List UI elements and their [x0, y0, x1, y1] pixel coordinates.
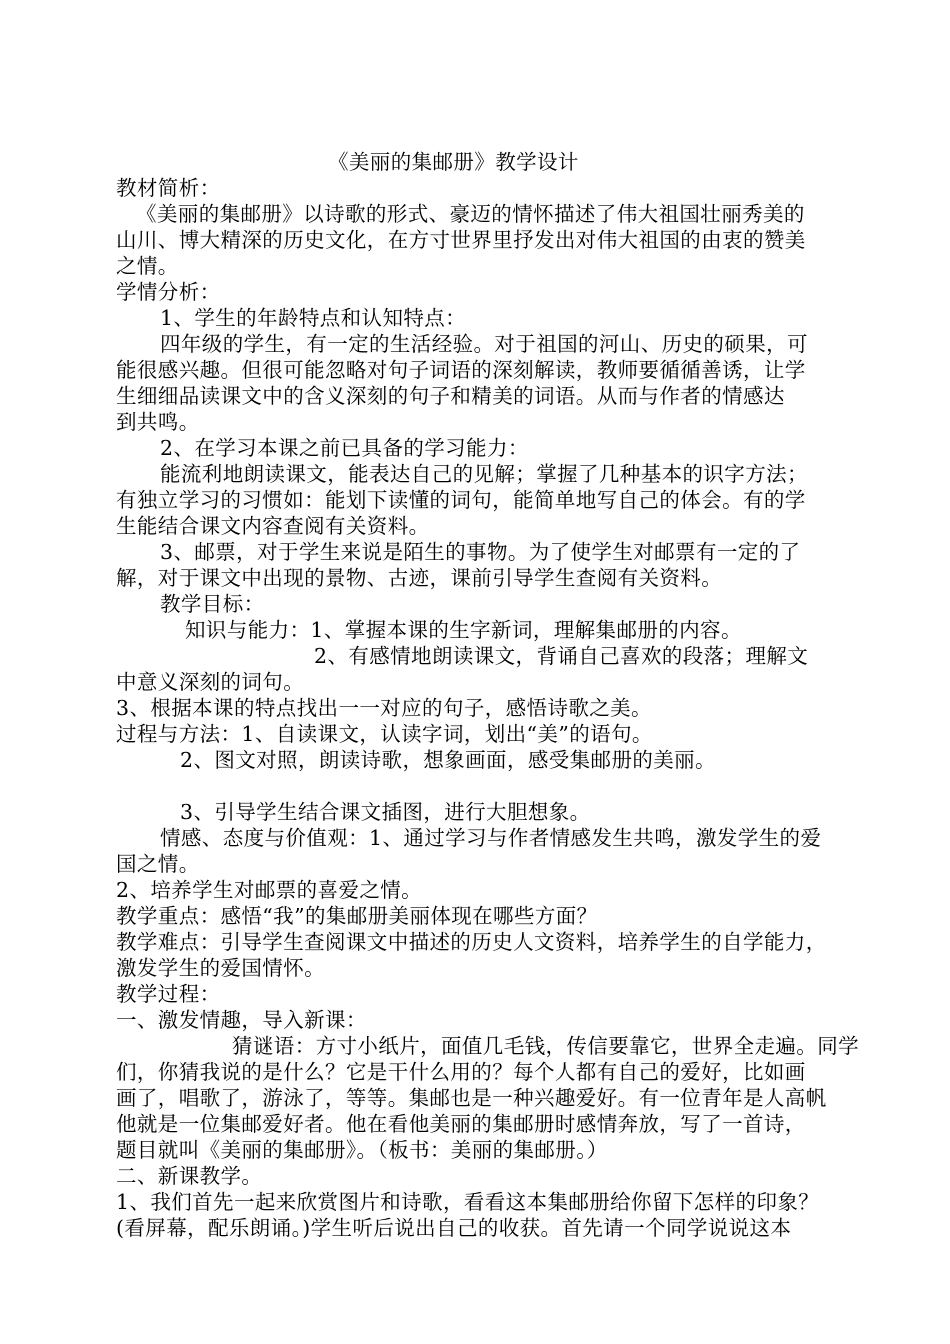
heading-teaching-goals: 教学目标：: [160, 592, 265, 616]
paragraph-line: 画了，唱歌了，游泳了，等等。集邮也是一种兴趣爱好。有一位青年是人高帆: [116, 1086, 827, 1110]
teaching-difficulty: 教学难点：引导学生查阅课文中描述的历史人文资料，培养学生的自学能力，: [116, 930, 827, 954]
goal-line: 2、图文对照，朗读诗歌，想象画面，感受集邮册的美丽。: [180, 748, 716, 772]
paragraph-line: 1、我们首先一起来欣赏图片和诗歌，看看这本集邮册给你留下怎样的印象？: [116, 1190, 820, 1214]
list-item: 3、邮票，对于学生来说是陌生的事物。为了使学生对邮票有一定的了: [160, 540, 801, 564]
paragraph-line: 题目就叫《美丽的集邮册》。（板书：美丽的集邮册。）: [116, 1138, 608, 1162]
paragraph-line: 激发学生的爱国情怀。: [116, 956, 325, 980]
paragraph-line: 生细细品读课文中的含义深刻的句子和精美的词语。从而与作者的情感达: [116, 384, 785, 408]
paragraph-line: 山川、博大精深的历史文化，在方寸世界里抒发出对伟大祖国的由衷的赞美: [116, 228, 806, 252]
paragraph-line: 他就是一位集邮爱好者。他在看他美丽的集邮册时感情奔放，写了一首诗，: [116, 1112, 806, 1136]
heading-teaching-process: 教学过程：: [116, 982, 221, 1006]
paragraph-line: 能很感兴趣。但很可能忽略对句子词语的深刻解读，教师要循循善诱，让学: [116, 358, 806, 382]
paragraph-line: 《美丽的集邮册》以诗歌的形式、豪迈的情怀描述了伟大祖国壮丽秀美的: [136, 202, 805, 226]
goal-line: 2、有感情地朗读课文，背诵自己喜欢的段落；理解文: [314, 644, 809, 668]
paragraph-line: (看屏幕，配乐朗诵。)学生听后说出自己的收获。首先请一个同学说说这本: [116, 1216, 792, 1240]
goal-line: 中意义深刻的词句。: [116, 670, 305, 694]
goal-line: 过程与方法：1、自读课文，认读字词，划出“美”的语句。: [116, 722, 653, 746]
paragraph-line: 猜谜语：方寸小纸片，面值几毛钱，传信要靠它，世界全走遍。同学: [232, 1034, 859, 1058]
section-heading: 一、激发情趣，导入新课：: [116, 1008, 367, 1032]
goal-line: 知识与能力：1、掌握本课的生字新词，理解集邮册的内容。: [185, 618, 742, 642]
list-item: 1、学生的年龄特点和认知特点：: [160, 306, 467, 330]
paragraph-line: 到共鸣。: [116, 410, 200, 434]
list-item: 2、在学习本课之前已具备的学习能力：: [160, 436, 529, 460]
goal-line: 2、培养学生对邮票的喜爱之情。: [116, 878, 423, 902]
paragraph-line: 四年级的学生，有一定的生活经验。对于祖国的河山、历史的硕果，可: [160, 332, 808, 356]
paragraph-line: 有独立学习的习惯如：能划下读懂的词句，能简单地写自己的体会。有的学: [116, 488, 806, 512]
paragraph-line: 解，对于课文中出现的景物、古迹，课前引导学生查阅有关资料。: [116, 566, 723, 590]
heading-textbook-analysis: 教材简析：: [116, 176, 221, 200]
paragraph-line: 能流利地朗读课文，能表达自己的见解；掌握了几种基本的识字方法；: [160, 462, 808, 486]
paragraph-line: 们，你猜我说的是什么？它是干什么用的？每个人都有自己的爱好，比如画: [116, 1060, 806, 1084]
goal-line: 情感、态度与价值观：1、通过学习与作者情感发生共鸣，激发学生的爱: [160, 826, 822, 850]
section-heading: 二、新课教学。: [116, 1164, 263, 1188]
goal-line: 3、引导学生结合课文插图，进行大胆想象。: [180, 800, 591, 824]
goal-line: 国之情。: [116, 852, 200, 876]
heading-student-analysis: 学情分析：: [116, 280, 221, 304]
teaching-key-point: 教学重点：感悟“我”的集邮册美丽体现在哪些方面？: [116, 904, 598, 928]
paragraph-line: 生能结合课文内容查阅有关资料。: [116, 514, 430, 538]
paragraph-line: 之情。: [116, 254, 179, 278]
goal-line: 3、根据本课的特点找出一一对应的句子，感悟诗歌之美。: [116, 696, 652, 720]
document-title: 《美丽的集邮册》教学设计: [328, 150, 579, 174]
